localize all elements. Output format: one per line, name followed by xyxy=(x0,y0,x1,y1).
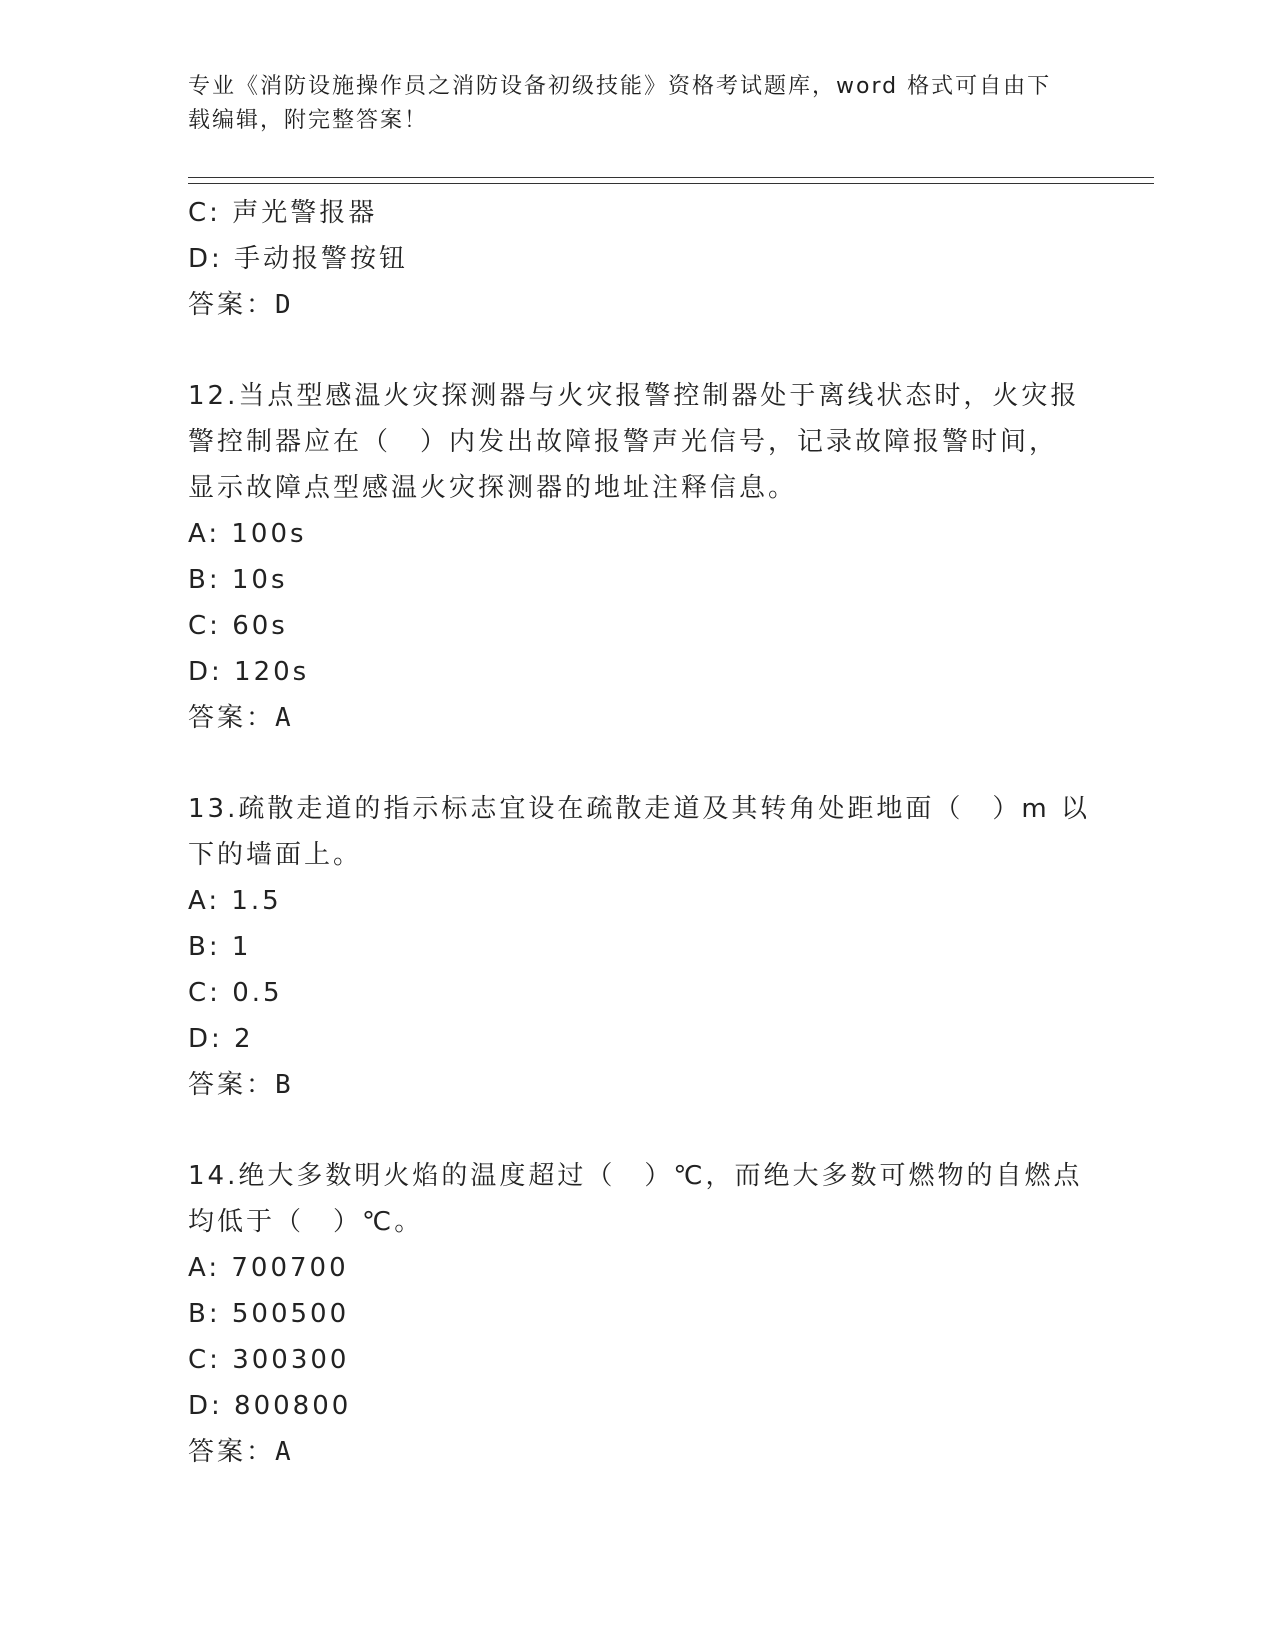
option-c xyxy=(188,603,1088,649)
question-text-line: 12.当点型感温火灾探测器与火灾报警控制器处于离线状态时，火灾报 xyxy=(188,381,1080,411)
answer-value: D xyxy=(275,290,293,320)
answer-label: 答案： xyxy=(188,1437,276,1467)
header-line-2: 载编辑，附完整答案！ xyxy=(188,108,429,133)
question-text-line: 14.绝大多数明火焰的温度超过（ ）℃，而绝大多数可燃物的自燃点 xyxy=(188,1161,1083,1191)
option-text: 声光警报器 xyxy=(232,198,378,228)
question-text-line: 警控制器应在（ ）内发出故障报警声光信号，记录故障报警时间， xyxy=(188,427,1059,457)
option-text: 0.5 xyxy=(232,978,283,1008)
question-block-12 xyxy=(188,373,1088,741)
question-block-13 xyxy=(188,786,1088,1108)
option-label: A: xyxy=(188,519,221,549)
option-label: D: xyxy=(188,1024,223,1054)
option-label: C: xyxy=(188,978,221,1008)
document-header xyxy=(188,70,1068,138)
option-text: 100s xyxy=(231,519,307,549)
answer-line xyxy=(188,282,1088,328)
option-c xyxy=(188,190,1088,236)
option-text: 2 xyxy=(234,1024,254,1054)
option-c xyxy=(188,1337,1088,1383)
option-text: 10s xyxy=(231,565,288,595)
option-label: C: xyxy=(188,198,221,228)
option-label: D: xyxy=(188,657,223,687)
option-label: B: xyxy=(188,932,221,962)
option-label: A: xyxy=(188,886,221,916)
option-text: 500500 xyxy=(231,1299,350,1329)
option-d xyxy=(188,1016,1088,1062)
option-label: A: xyxy=(188,1253,221,1283)
option-label: D: xyxy=(188,244,223,274)
question-list xyxy=(188,190,1088,1475)
question-text-line: 下的墙面上。 xyxy=(188,840,363,870)
option-label: C: xyxy=(188,1345,221,1375)
option-text: 800800 xyxy=(234,1391,352,1421)
question-text-line: 均低于（ ）℃。 xyxy=(188,1207,424,1237)
answer-label: 答案： xyxy=(188,290,276,320)
option-label: B: xyxy=(188,1299,221,1329)
option-b xyxy=(188,924,1088,970)
answer-line xyxy=(188,1062,1088,1108)
question-text-line: 13.疏散走道的指示标志宜设在疏散走道及其转角处距地面（ ）m 以 xyxy=(188,794,1090,824)
answer-value: B xyxy=(275,1070,293,1100)
answer-label: 答案： xyxy=(188,703,276,733)
option-c xyxy=(188,970,1088,1016)
option-d xyxy=(188,1383,1088,1429)
header-line-1: 专业《消防设施操作员之消防设备初级技能》资格考试题库，word 格式可自由下 xyxy=(188,74,1052,99)
question-text-line: 显示故障点型感温火灾探测器的地址注释信息。 xyxy=(188,473,798,503)
option-text: 120s xyxy=(234,657,310,687)
question-block-11-tail xyxy=(188,190,1088,328)
answer-line xyxy=(188,1429,1088,1475)
header-divider-top xyxy=(188,177,1154,178)
option-a xyxy=(188,511,1088,557)
option-d xyxy=(188,236,1088,282)
option-d xyxy=(188,649,1088,695)
answer-line xyxy=(188,695,1088,741)
answer-value: A xyxy=(275,1437,293,1467)
option-text: 60s xyxy=(232,611,288,641)
option-text: 手动报警按钮 xyxy=(234,244,409,274)
option-text: 300300 xyxy=(232,1345,350,1375)
header-divider-bottom xyxy=(188,183,1154,184)
answer-label: 答案： xyxy=(188,1070,276,1100)
option-b xyxy=(188,1291,1088,1337)
option-a xyxy=(188,878,1088,924)
question-block-14 xyxy=(188,1153,1088,1475)
option-a xyxy=(188,1245,1088,1291)
answer-value: A xyxy=(275,703,293,733)
option-label: C: xyxy=(188,611,221,641)
option-label: D: xyxy=(188,1391,223,1421)
option-label: B: xyxy=(188,565,221,595)
option-b xyxy=(188,557,1088,603)
option-text: 1.5 xyxy=(231,886,282,916)
option-text: 700700 xyxy=(231,1253,349,1283)
option-text: 1 xyxy=(231,932,252,962)
